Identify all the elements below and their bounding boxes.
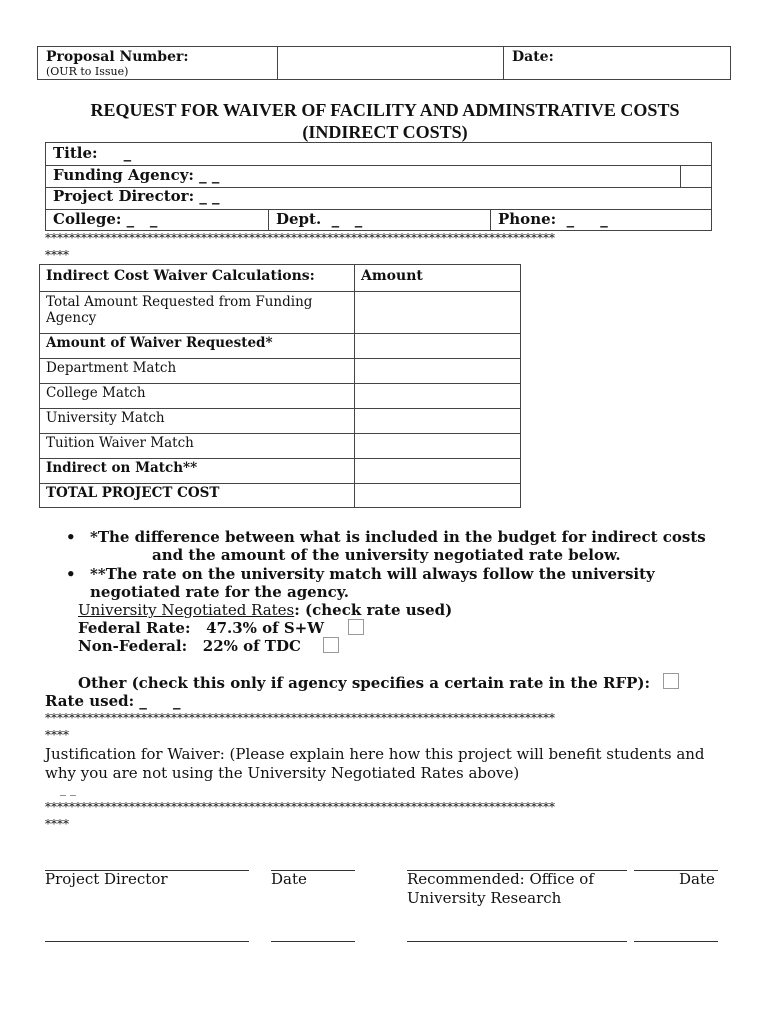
date-label-2: Date xyxy=(679,870,715,888)
justification-line-1: Justification for Waiver: (Please explain here how this project will benefit students and xyxy=(45,745,705,763)
rates-heading-suffix: : (check rate used) xyxy=(294,601,453,619)
table-header-amount: Amount xyxy=(361,268,423,284)
separator-stars: ************************************************************************************* xyxy=(45,231,555,245)
justification-line-2: why you are not using the University Negotiated Rates above) xyxy=(45,764,520,782)
date-label: Date: xyxy=(512,49,554,65)
signature-line-2a[interactable] xyxy=(45,941,249,942)
indirect-cost-table xyxy=(39,264,521,508)
nonfederal-rate-label: Non-Federal: 22% of TDC xyxy=(78,637,301,655)
federal-rate-checkbox[interactable] xyxy=(348,619,364,635)
project-director-field[interactable]: Project Director: _ _ xyxy=(53,187,220,205)
table-row-university-match: University Match xyxy=(46,410,165,426)
signature-line-2b[interactable] xyxy=(271,941,355,942)
date-label-1: Date xyxy=(271,870,307,888)
other-rate-checkbox[interactable] xyxy=(663,673,679,689)
form-title-line2: (INDIRECT COSTS) xyxy=(302,122,468,142)
proposal-number-cell xyxy=(38,47,278,79)
amount-total-requested[interactable] xyxy=(355,292,520,333)
rates-heading xyxy=(78,601,452,619)
table-row-indirect-on-match: Indirect on Match** xyxy=(46,460,198,476)
amount-university-match[interactable] xyxy=(355,409,520,433)
proposal-number-label: Proposal Number: xyxy=(46,49,189,65)
amount-waiver-requested[interactable] xyxy=(355,334,520,358)
note-2-line-2: negotiated rate for the agency. xyxy=(90,583,349,601)
college-field[interactable]: College: _ _ xyxy=(53,210,158,228)
note-1-line-2: and the amount of the university negotiated rate below. xyxy=(152,546,621,564)
rates-heading-title: University Negotiated Rates xyxy=(78,601,295,619)
amount-indirect-on-match[interactable] xyxy=(355,459,520,483)
table-row-tuition-waiver: Tuition Waiver Match xyxy=(46,435,194,451)
date-cell[interactable] xyxy=(504,47,730,79)
form-title-line1: REQUEST FOR WAIVER OF FACILITY AND ADMINSTRATIVE COSTS xyxy=(90,100,680,120)
university-research-label: University Research xyxy=(407,889,562,907)
signature-line-2d[interactable] xyxy=(634,941,718,942)
funding-agency-field[interactable]: Funding Agency: _ _ xyxy=(53,166,220,184)
other-rate-label: Other (check this only if agency specifies a certain rate in the RFP): xyxy=(78,674,651,692)
bullet-dot-1: • xyxy=(66,528,76,546)
signature-line-2c[interactable] xyxy=(407,941,627,942)
separator-stars-tail: **** xyxy=(45,817,69,831)
table-row-department-match: Department Match xyxy=(46,360,177,376)
recommended-label: Recommended: Office of xyxy=(407,870,594,888)
project-info-box xyxy=(45,142,712,231)
proposal-number-field[interactable] xyxy=(278,47,504,79)
separator-stars: ************************************************************************************* xyxy=(45,800,555,814)
separator-stars: ************************************************************************************* xyxy=(45,711,555,725)
table-row-total-project-cost: TOTAL PROJECT COST xyxy=(46,485,220,501)
note-1-line-1: *The difference between what is included in the budget for indirect costs xyxy=(90,528,706,546)
table-row-college-match: College Match xyxy=(46,385,146,401)
note-2-line-1: **The rate on the university match will always follow the university xyxy=(90,565,655,583)
dept-field[interactable]: Dept. _ _ xyxy=(276,210,363,228)
rate-used-field[interactable]: Rate used: _ _ xyxy=(45,692,181,710)
phone-field[interactable]: Phone: _ _ xyxy=(498,210,608,228)
title-field[interactable]: Title: _ xyxy=(53,144,132,162)
separator-stars-tail: **** xyxy=(45,728,69,742)
nonfederal-rate-checkbox[interactable] xyxy=(323,637,339,653)
amount-tuition-waiver[interactable] xyxy=(355,434,520,458)
separator-1 xyxy=(45,230,555,264)
federal-rate-label: Federal Rate: 47.3% of S+W xyxy=(78,619,325,637)
amount-total-project-cost[interactable] xyxy=(355,484,520,507)
separator-stars-tail: **** xyxy=(45,248,69,262)
table-row-total-requested: Total Amount Requested from Funding Agency xyxy=(46,294,313,326)
separator-2 xyxy=(45,710,555,744)
table-row-waiver-requested: Amount of Waiver Requested* xyxy=(46,335,273,351)
proposal-header-table xyxy=(37,46,731,80)
justification-input[interactable]: _ _ xyxy=(60,782,76,796)
project-director-label: Project Director xyxy=(45,870,168,888)
table-header-label: Indirect Cost Waiver Calculations: xyxy=(46,268,315,284)
proposal-number-note: (OUR to Issue) xyxy=(46,65,129,78)
bullet-dot-2: • xyxy=(66,565,76,583)
amount-department-match[interactable] xyxy=(355,359,520,383)
amount-college-match[interactable] xyxy=(355,384,520,408)
separator-3 xyxy=(45,799,555,833)
